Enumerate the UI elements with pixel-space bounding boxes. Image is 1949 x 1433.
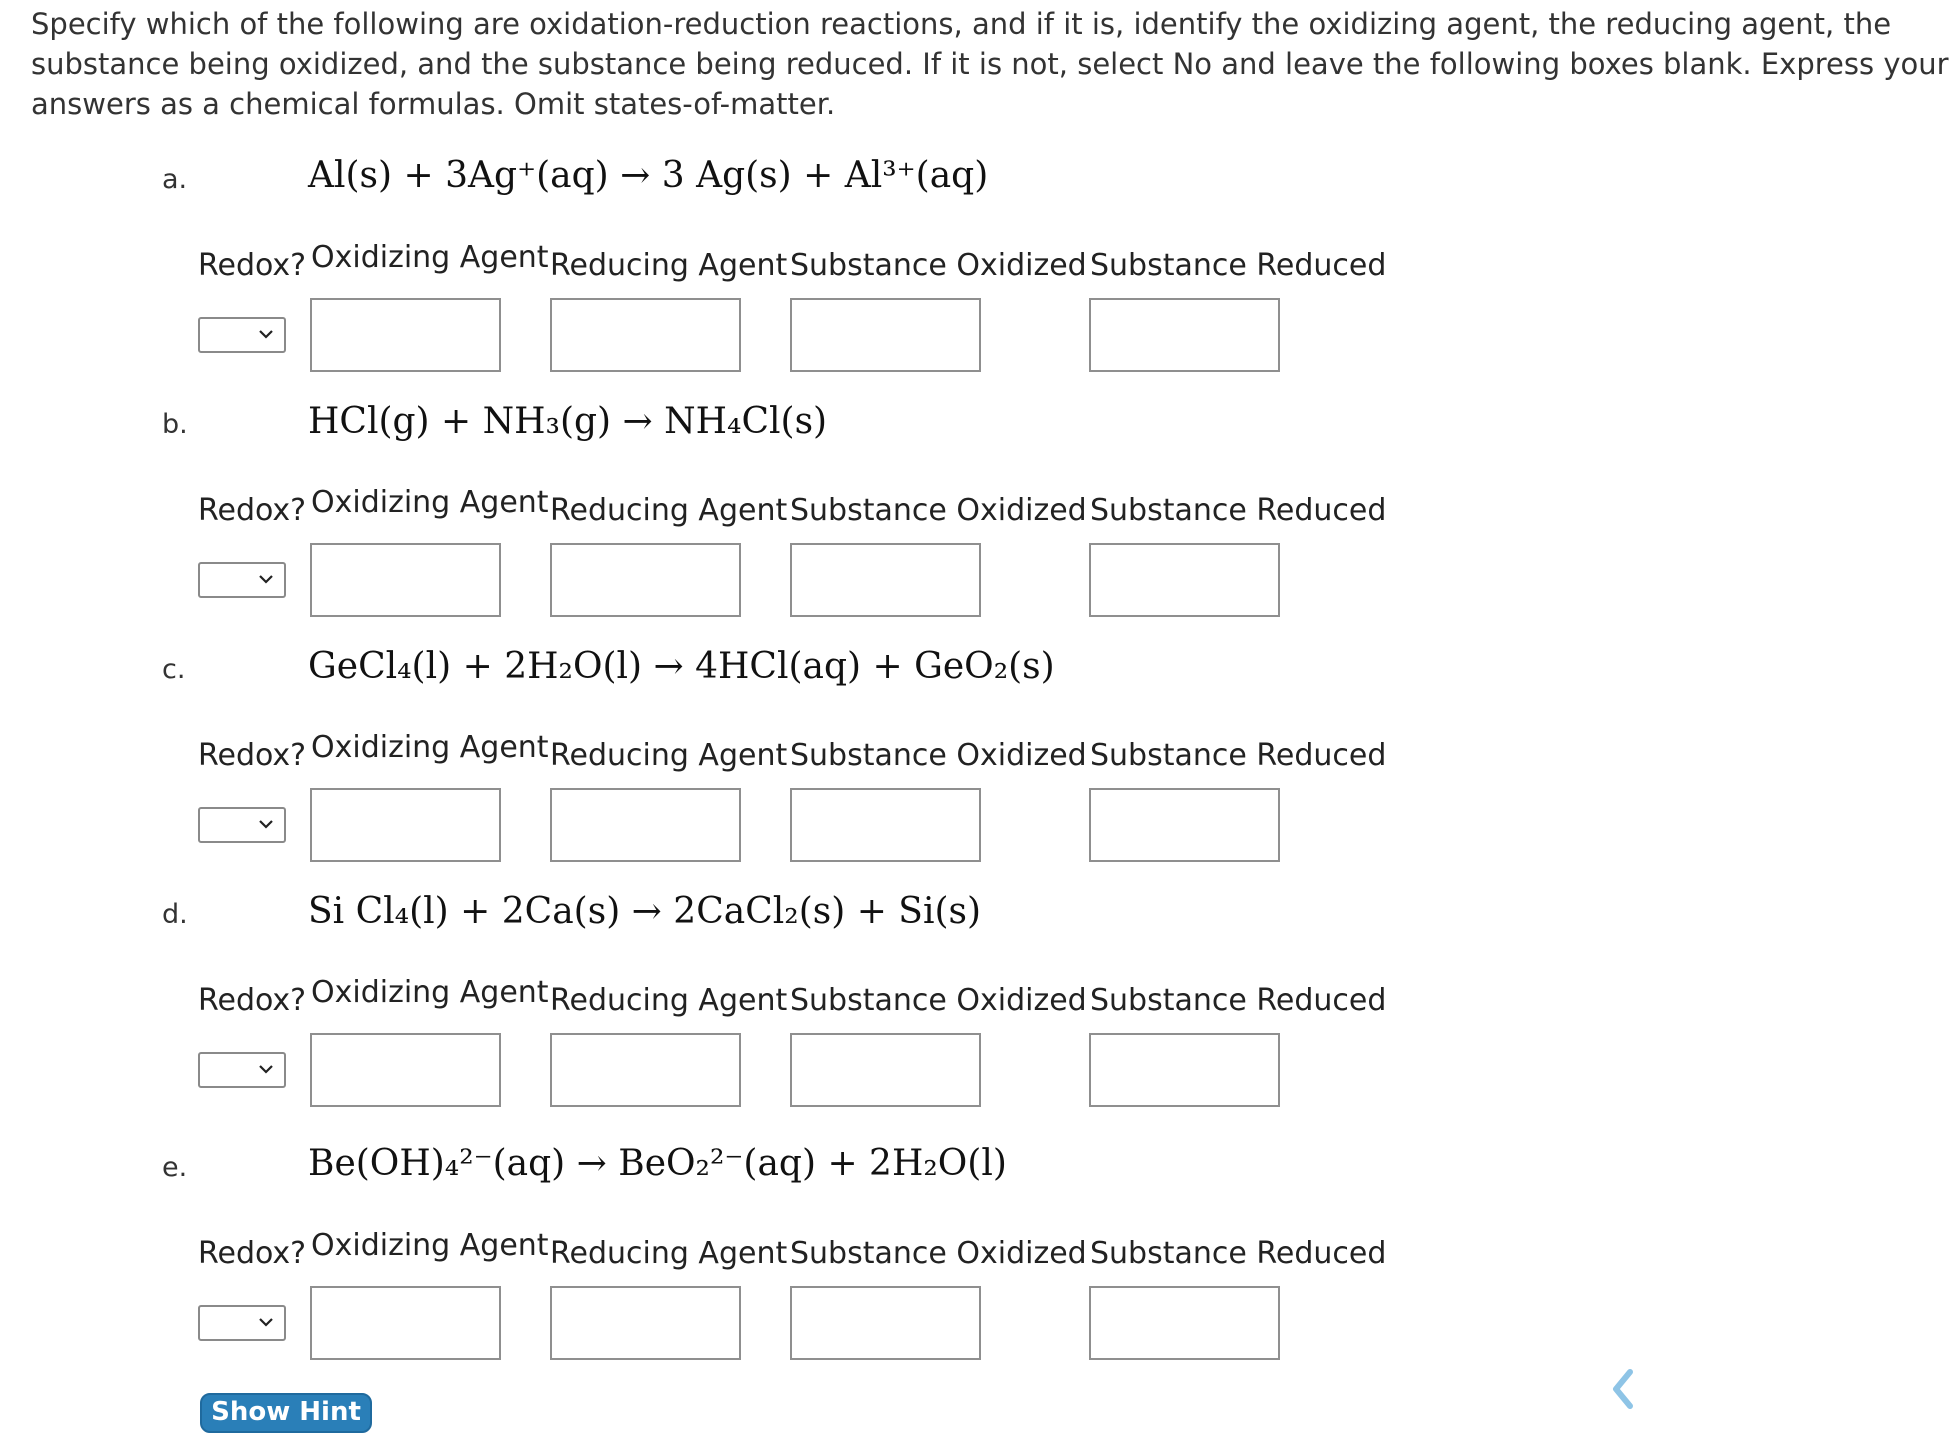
question-a-equation: Al(s) + 3Ag⁺(aq) → 3 Ag(s) + Al³⁺(aq): [308, 155, 989, 196]
header-redox: Redox?: [198, 738, 307, 773]
chevron-down-icon: [257, 815, 275, 833]
question-e-substance-oxidized-input[interactable]: [790, 1286, 981, 1360]
header-substance-reduced: Substance Reduced: [1090, 248, 1387, 283]
question-e-substance-reduced-input[interactable]: [1089, 1286, 1280, 1360]
instructions-line-2: substance being oxidized, and the substance being reduced. If it is not, select No and leave the following boxes blank. Express your: [31, 47, 1949, 81]
question-a-substance-oxidized-input[interactable]: [790, 298, 981, 372]
question-c-letter: c.: [162, 654, 186, 685]
question-b-substance-reduced-input[interactable]: [1089, 543, 1280, 617]
question-a-substance-reduced-input[interactable]: [1089, 298, 1280, 372]
question-c-equation: GeCl₄(l) + 2H₂O(l) → 4HCl(aq) + GeO₂(s): [308, 646, 1055, 687]
header-reducing-agent: Reducing Agent: [550, 493, 788, 528]
question-b-equation: HCl(g) + NH₃(g) → NH₄Cl(s): [308, 401, 828, 442]
question-e-redox-select[interactable]: [198, 1305, 286, 1341]
question-a-oxidizing-agent-input[interactable]: [310, 298, 501, 372]
instructions-line-1: Specify which of the following are oxidation-reduction reactions, and if it is, identify the oxidizing agent, the reducing agent, the: [31, 7, 1892, 41]
question-d-equation: Si Cl₄(l) + 2Ca(s) → 2CaCl₂(s) + Si(s): [308, 891, 982, 932]
question-c-substance-reduced-input[interactable]: [1089, 788, 1280, 862]
header-redox: Redox?: [198, 983, 307, 1018]
header-oxidizing-agent: Oxidizing Agent: [311, 730, 549, 765]
header-substance-oxidized: Substance Oxidized: [790, 738, 1087, 773]
question-d-redox-select[interactable]: [198, 1052, 286, 1088]
instructions-line-3: answers as a chemical formulas. Omit states-of-matter.: [31, 87, 836, 121]
question-e-reducing-agent-input[interactable]: [550, 1286, 741, 1360]
question-e-equation: Be(OH)₄²⁻(aq) → BeO₂²⁻(aq) + 2H₂O(l): [308, 1143, 1007, 1184]
question-b-letter: b.: [162, 409, 188, 440]
header-reducing-agent: Reducing Agent: [550, 738, 788, 773]
header-substance-oxidized: Substance Oxidized: [790, 493, 1087, 528]
chevron-down-icon: [257, 1313, 275, 1331]
question-d-substance-reduced-input[interactable]: [1089, 1033, 1280, 1107]
header-oxidizing-agent: Oxidizing Agent: [311, 240, 549, 275]
header-substance-reduced: Substance Reduced: [1090, 983, 1387, 1018]
show-hint-button[interactable]: [200, 1393, 372, 1433]
question-c-substance-oxidized-input[interactable]: [790, 788, 981, 862]
chevron-down-icon: [257, 1060, 275, 1078]
question-c-oxidizing-agent-input[interactable]: [310, 788, 501, 862]
header-redox: Redox?: [198, 493, 307, 528]
question-a-letter: a.: [162, 164, 188, 195]
question-c-redox-select[interactable]: [198, 807, 286, 843]
header-substance-oxidized: Substance Oxidized: [790, 983, 1087, 1018]
header-redox: Redox?: [198, 248, 307, 283]
question-a-redox-select[interactable]: [198, 317, 286, 353]
header-reducing-agent: Reducing Agent: [550, 983, 788, 1018]
question-b-reducing-agent-input[interactable]: [550, 543, 741, 617]
chevron-down-icon: [257, 570, 275, 588]
header-redox: Redox?: [198, 1236, 307, 1271]
question-b-substance-oxidized-input[interactable]: [790, 543, 981, 617]
question-d-substance-oxidized-input[interactable]: [790, 1033, 981, 1107]
question-d-oxidizing-agent-input[interactable]: [310, 1033, 501, 1107]
header-substance-reduced: Substance Reduced: [1090, 1236, 1387, 1271]
header-substance-reduced: Substance Reduced: [1090, 493, 1387, 528]
header-substance-oxidized: Substance Oxidized: [790, 1236, 1087, 1271]
header-oxidizing-agent: Oxidizing Agent: [311, 485, 549, 520]
question-d-letter: d.: [162, 899, 188, 930]
question-a-reducing-agent-input[interactable]: [550, 298, 741, 372]
header-substance-oxidized: Substance Oxidized: [790, 248, 1087, 283]
chevron-down-icon: [257, 325, 275, 343]
question-d-reducing-agent-input[interactable]: [550, 1033, 741, 1107]
question-e-letter: e.: [162, 1152, 188, 1183]
header-oxidizing-agent: Oxidizing Agent: [311, 975, 549, 1010]
chevron-left-icon[interactable]: [1608, 1368, 1636, 1410]
instructions: [31, 4, 1949, 124]
header-reducing-agent: Reducing Agent: [550, 1236, 788, 1271]
header-reducing-agent: Reducing Agent: [550, 248, 788, 283]
question-b-oxidizing-agent-input[interactable]: [310, 543, 501, 617]
question-e-oxidizing-agent-input[interactable]: [310, 1286, 501, 1360]
question-b-redox-select[interactable]: [198, 562, 286, 598]
question-c-reducing-agent-input[interactable]: [550, 788, 741, 862]
header-oxidizing-agent: Oxidizing Agent: [311, 1228, 549, 1263]
show-hint-label: Show Hint: [211, 1397, 361, 1427]
header-substance-reduced: Substance Reduced: [1090, 738, 1387, 773]
